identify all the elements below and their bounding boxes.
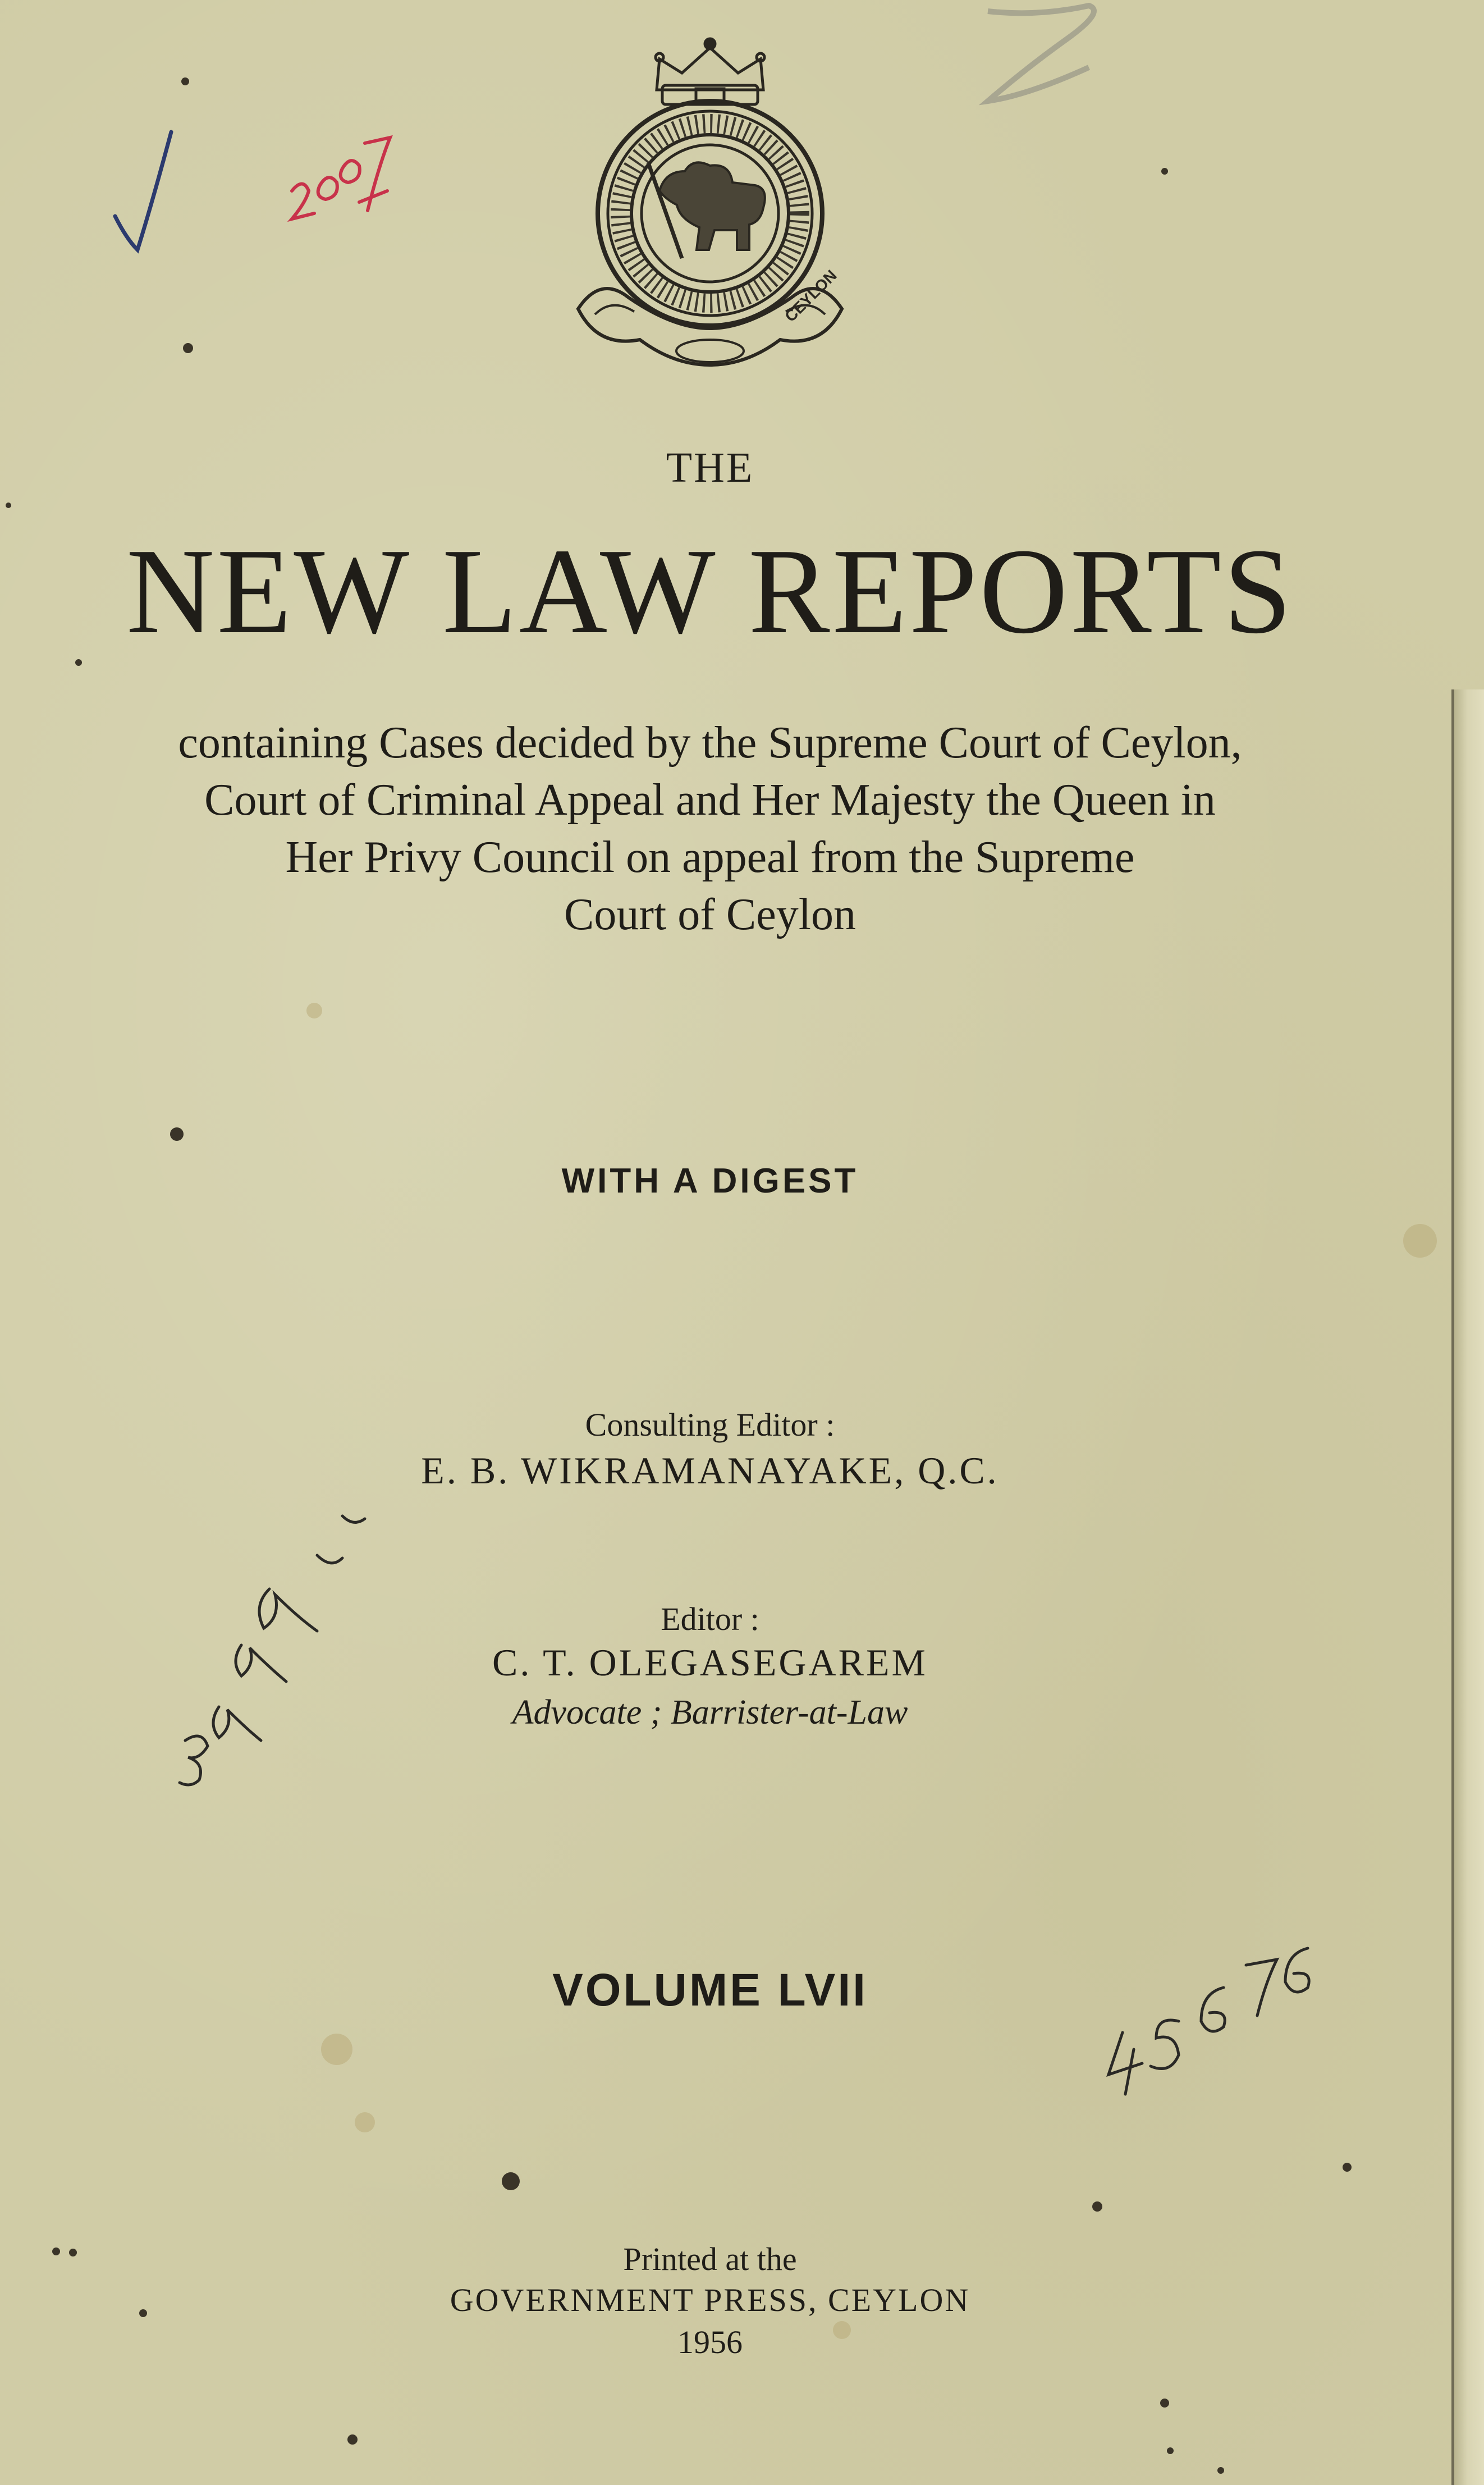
crest-scroll-text: CEYLON: [781, 266, 840, 326]
handwritten-red-number: [292, 138, 390, 219]
subtitle-line: Court of Ceylon: [564, 890, 856, 939]
subtitle-line: containing Cases decided by the Supreme Court of Ceylon,: [178, 718, 1242, 768]
imprint-label: Printed at the: [623, 2241, 797, 2277]
subtitle: [84, 714, 1336, 943]
consulting-editor-name: E. B. WIKRAMANAYAKE, Q.C.: [421, 1449, 999, 1492]
editor-label: Editor :: [661, 1601, 759, 1637]
editor-name: C. T. OLEGASEGAREM: [492, 1641, 928, 1684]
page-title: NEW LAW REPORTS: [126, 524, 1294, 659]
subtitle-line: Court of Criminal Appeal and Her Majesty the Queen in: [204, 775, 1216, 825]
imprint-printer: GOVERNMENT PRESS, CEYLON: [450, 2282, 970, 2318]
ceylon-lion-crest-icon: [561, 22, 859, 371]
check-mark-icon: [115, 132, 171, 250]
subtitle-line: Her Privy Council on appeal from the Supreme: [285, 833, 1135, 882]
adjacent-page-edge: [1451, 689, 1484, 2485]
title-article: THE: [666, 444, 754, 491]
editor-credentials: Advocate ; Barrister-at-Law: [512, 1693, 908, 1732]
volume-number: VOLUME LVII: [552, 1965, 868, 2016]
digest-heading: WITH A DIGEST: [561, 1162, 859, 1200]
imprint-year: 1956: [677, 2324, 743, 2360]
pencil-mark: [988, 6, 1094, 101]
consulting-editor-label: Consulting Editor :: [585, 1406, 835, 1443]
